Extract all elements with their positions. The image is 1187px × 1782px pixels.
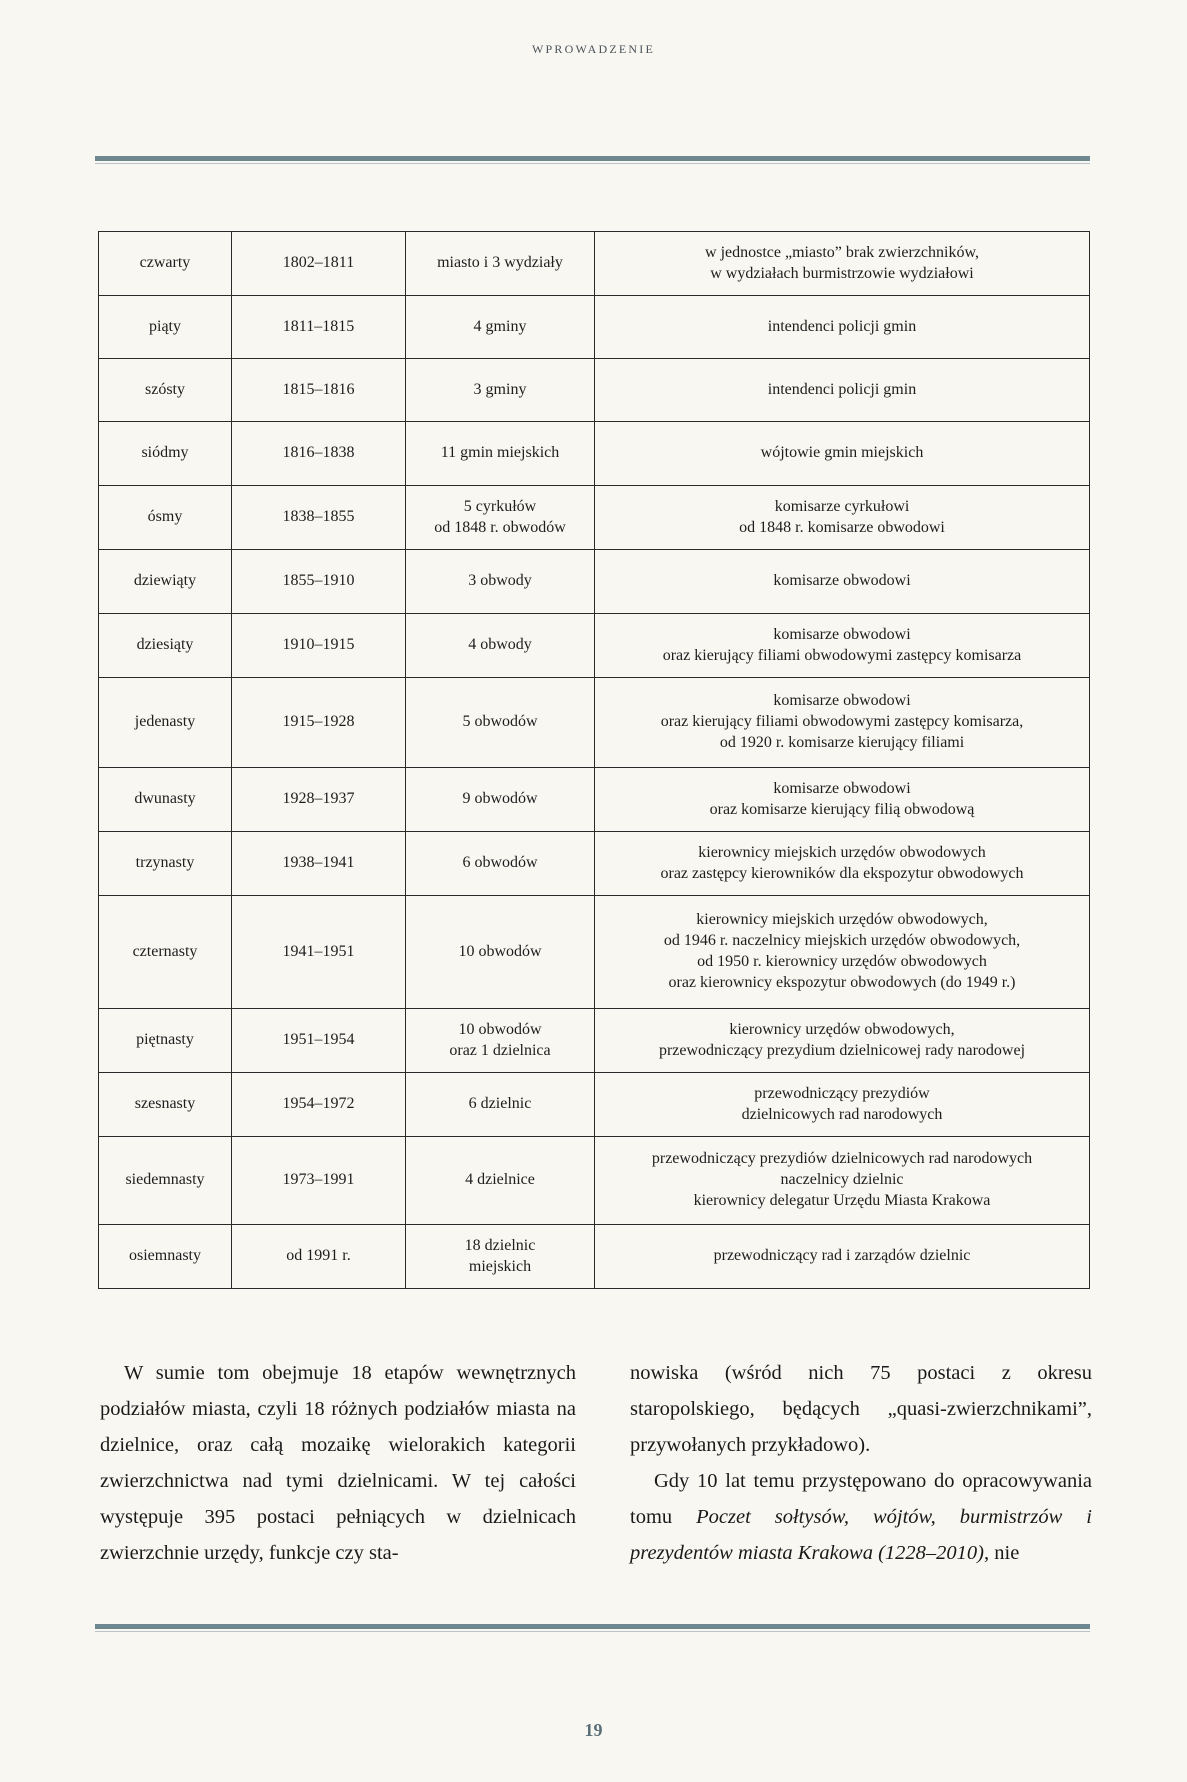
stage-years: 1816–1838 <box>232 422 406 486</box>
stage-units: 18 dzielnic miejskich <box>406 1225 595 1289</box>
stage-ordinal: szesnasty <box>99 1073 232 1137</box>
stage-heads: przewodniczący prezydiów dzielnicowych rad narodowych <box>595 1073 1090 1137</box>
stage-heads: komisarze obwodowi oraz kierujący filiami obwodowymi zastępcy komisarza <box>595 614 1090 678</box>
stage-heads: kierownicy miejskich urzędów obwodowych, od 1946 r. naczelnicy miejskich urzędów obwodowych, od 1950 r. kierownicy urzędów obwodowych oraz kierownicy ekspozytur obwodowych (do 1949 r.) <box>595 896 1090 1009</box>
stage-years: 1815–1816 <box>232 359 406 422</box>
table-row <box>99 614 1090 678</box>
running-head: WPROWADZENIE <box>531 42 656 56</box>
stage-heads: w jednostce „miasto” brak zwierzchników, w wydziałach burmistrzowie wydziałowi <box>595 232 1090 296</box>
stage-heads: komisarze obwodowi oraz kierujący filiami obwodowymi zastępcy komisarza, od 1920 r. komisarze kierujący filiami <box>595 678 1090 768</box>
stage-ordinal: szósty <box>99 359 232 422</box>
stage-ordinal: trzynasty <box>99 832 232 896</box>
top-rule <box>95 156 1090 161</box>
stage-years: 1802–1811 <box>232 232 406 296</box>
table-row <box>99 486 1090 550</box>
stage-years: 1910–1915 <box>232 614 406 678</box>
table-row <box>99 422 1090 486</box>
stage-ordinal: siedemnasty <box>99 1137 232 1225</box>
table-row <box>99 1225 1090 1289</box>
table-row <box>99 1009 1090 1073</box>
table-row <box>99 1073 1090 1137</box>
stage-years: 1938–1941 <box>232 832 406 896</box>
body-column-right <box>630 1355 1092 1571</box>
stage-heads: komisarze obwodowi oraz komisarze kierujący filią obwodową <box>595 768 1090 832</box>
body-paragraph: W sumie tom obejmuje 18 etapów wewnętrznych podziałów miasta, czyli 18 różnych podziałów miasta na dzielnice, oraz całą mozaikę wielorakich kategorii zwierzchnictwa nad tymi dzielnicami. W tej całości występuje 395 postaci pełniących w dzielnicach zwierzchnie urzędy, funkcje czy sta- <box>100 1362 576 1564</box>
body-paragraph <box>630 1463 1092 1571</box>
stage-heads: komisarze cyrkułowi od 1848 r. komisarze obwodowi <box>595 486 1090 550</box>
stage-units: 5 cyrkułów od 1848 r. obwodów <box>406 486 595 550</box>
stage-years: 1951–1954 <box>232 1009 406 1073</box>
body-column-left <box>100 1355 576 1571</box>
book-title: Poczet sołtysów, wójtów, burmistrzów i prezydentów miasta Krakowa (1228–2010) <box>630 1506 1092 1564</box>
stage-years: 1973–1991 <box>232 1137 406 1225</box>
page-number: 19 <box>584 1720 603 1740</box>
table-row <box>99 678 1090 768</box>
stage-heads: przewodniczący rad i zarządów dzielnic <box>595 1225 1090 1289</box>
stage-heads: kierownicy urzędów obwodowych, przewodniczący prezydium dzielnicowej rady narodowej <box>595 1009 1090 1073</box>
stage-years: od 1991 r. <box>232 1225 406 1289</box>
stage-ordinal: osiemnasty <box>99 1225 232 1289</box>
stage-units: 4 obwody <box>406 614 595 678</box>
stage-units: 4 dzielnice <box>406 1137 595 1225</box>
stage-ordinal: dziewiąty <box>99 550 232 614</box>
table-row <box>99 896 1090 1009</box>
stage-years: 1941–1951 <box>232 896 406 1009</box>
table-row <box>99 359 1090 422</box>
stage-years: 1915–1928 <box>232 678 406 768</box>
body-paragraph-text: , nie <box>984 1542 1020 1564</box>
stage-years: 1811–1815 <box>232 296 406 359</box>
table-row <box>99 832 1090 896</box>
stage-units: 10 obwodów oraz 1 dzielnica <box>406 1009 595 1073</box>
stage-ordinal: siódmy <box>99 422 232 486</box>
stage-years: 1954–1972 <box>232 1073 406 1137</box>
stage-heads: intendenci policji gmin <box>595 359 1090 422</box>
stage-ordinal: czternasty <box>99 896 232 1009</box>
stage-heads: przewodniczący prezydiów dzielnicowych rad narodowych naczelnicy dzielnic kierownicy delegatur Urzędu Miasta Krakowa <box>595 1137 1090 1225</box>
stage-ordinal: dziesiąty <box>99 614 232 678</box>
bottom-rule <box>95 1624 1090 1629</box>
stage-years: 1928–1937 <box>232 768 406 832</box>
stage-units: 6 dzielnic <box>406 1073 595 1137</box>
body-paragraph-text: Gdy 10 lat temu przystępowano do opracowywania tomu <box>630 1470 1092 1528</box>
stage-units: 10 obwodów <box>406 896 595 1009</box>
table-row <box>99 550 1090 614</box>
stage-ordinal: dwunasty <box>99 768 232 832</box>
stage-units: 11 gmin miejskich <box>406 422 595 486</box>
stage-units: 9 obwodów <box>406 768 595 832</box>
body-paragraph: nowiska (wśród nich 75 postaci z okresu staropolskiego, będących „quasi-zwierzchnikami”, przywołanych przykładowo). <box>630 1362 1092 1456</box>
stage-units: 6 obwodów <box>406 832 595 896</box>
stage-ordinal: piętnasty <box>99 1009 232 1073</box>
table-row <box>99 768 1090 832</box>
stage-ordinal: ósmy <box>99 486 232 550</box>
stage-years: 1838–1855 <box>232 486 406 550</box>
stage-heads: kierownicy miejskich urzędów obwodowych oraz zastępcy kierowników dla ekspozytur obwodowych <box>595 832 1090 896</box>
division-stages-table <box>98 231 1090 1289</box>
stage-ordinal: jedenasty <box>99 678 232 768</box>
stage-heads: komisarze obwodowi <box>595 550 1090 614</box>
stage-heads: wójtowie gmin miejskich <box>595 422 1090 486</box>
stage-units: 3 obwody <box>406 550 595 614</box>
table-row <box>99 296 1090 359</box>
stage-ordinal: czwarty <box>99 232 232 296</box>
stage-units: 3 gminy <box>406 359 595 422</box>
stage-units: miasto i 3 wydziały <box>406 232 595 296</box>
stage-years: 1855–1910 <box>232 550 406 614</box>
stage-ordinal: piąty <box>99 296 232 359</box>
table-row <box>99 1137 1090 1225</box>
stage-units: 5 obwodów <box>406 678 595 768</box>
table-row <box>99 232 1090 296</box>
stage-units: 4 gminy <box>406 296 595 359</box>
stage-heads: intendenci policji gmin <box>595 296 1090 359</box>
